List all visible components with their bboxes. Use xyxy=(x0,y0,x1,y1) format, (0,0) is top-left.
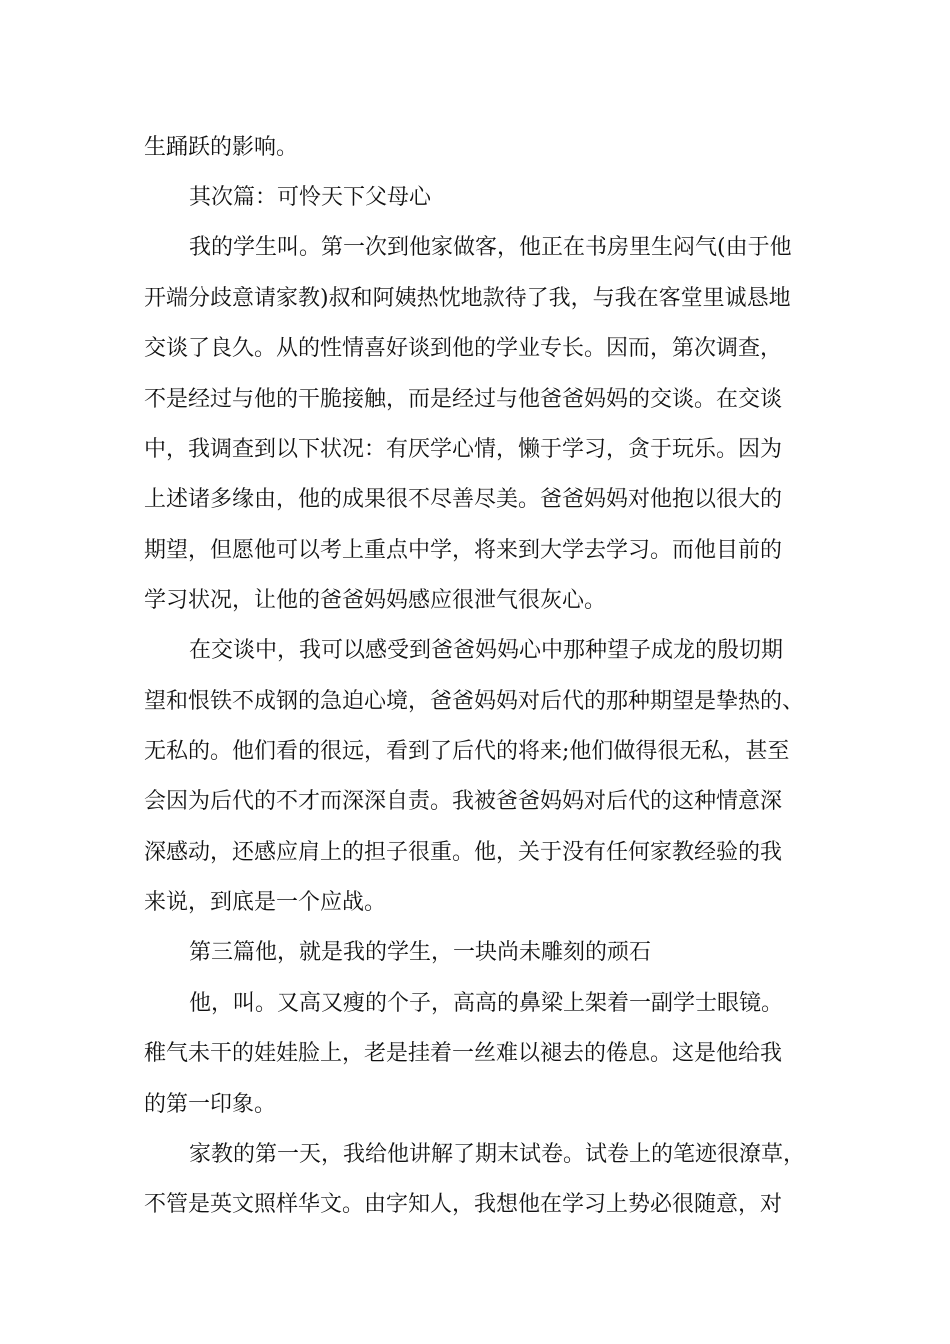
text-line: 无私的。他们看的很远，看到了后代的将来;他们做得很无私，甚至 xyxy=(144,739,790,764)
text-line: 稚气未干的娃娃脸上，老是挂着一丝难以褪去的倦息。这是他给我 xyxy=(144,1041,783,1066)
text-line: 学习状况，让他的爸爸妈妈感应很泄气很灰心。 xyxy=(144,588,607,613)
text-line: 不管是英文照样华文。由字知人，我想他在学习上势必很随意，对 xyxy=(144,1192,783,1217)
text-line: 会因为后代的不才而深深自责。我被爸爸妈妈对后代的这种情意深 xyxy=(144,789,783,814)
text-line: 上述诸多缘由，他的成果很不尽善尽美。爸爸妈妈对他抱以很大的 xyxy=(144,487,783,512)
text-line: 生踊跃的影响。 xyxy=(144,135,299,160)
text-line: 来说，到底是一个应战。 xyxy=(144,890,387,915)
text-line: 他，叫。又高又瘦的个子，高高的鼻梁上架着一副学士眼镜。 xyxy=(189,991,784,1016)
text-line: 不是经过与他的干脆接触，而是经过与他爸爸妈妈的交谈。在交谈 xyxy=(144,387,783,412)
text-line: 家教的第一天，我给他讲解了期末试卷。试卷上的笔迹很潦草， xyxy=(189,1142,806,1167)
section-heading: 其次篇：可怜天下父母心 xyxy=(189,185,432,210)
text-line: 开端分歧意请家教)叔和阿姨热忱地款待了我，与我在客堂里诚恳地 xyxy=(144,286,791,311)
text-line: 望和恨铁不成钢的急迫心境，爸爸妈妈对后代的那种期望是挚热的、 xyxy=(144,689,805,714)
text-line: 的第一印象。 xyxy=(144,1092,277,1117)
text-line: 我的学生叫。第一次到他家做客，他正在书房里生闷气(由于他 xyxy=(189,235,792,260)
text-line: 交谈了良久。从的性情喜好谈到他的学业专长。因而，第次调查， xyxy=(144,336,783,361)
text-line: 中，我调查到以下状况：有厌学心情，懒于学习，贪于玩乐。因为 xyxy=(144,437,783,462)
section-heading: 第三篇他，就是我的学生，一块尚未雕刻的顽石 xyxy=(189,940,652,965)
text-line: 深感动，还感应肩上的担子很重。他，关于没有任何家教经验的我 xyxy=(144,840,783,865)
text-line: 期望，但愿他可以考上重点中学，将来到大学去学习。而他目前的 xyxy=(144,538,783,563)
text-line: 在交谈中，我可以感受到爸爸妈妈心中那种望子成龙的殷切期 xyxy=(189,638,784,663)
